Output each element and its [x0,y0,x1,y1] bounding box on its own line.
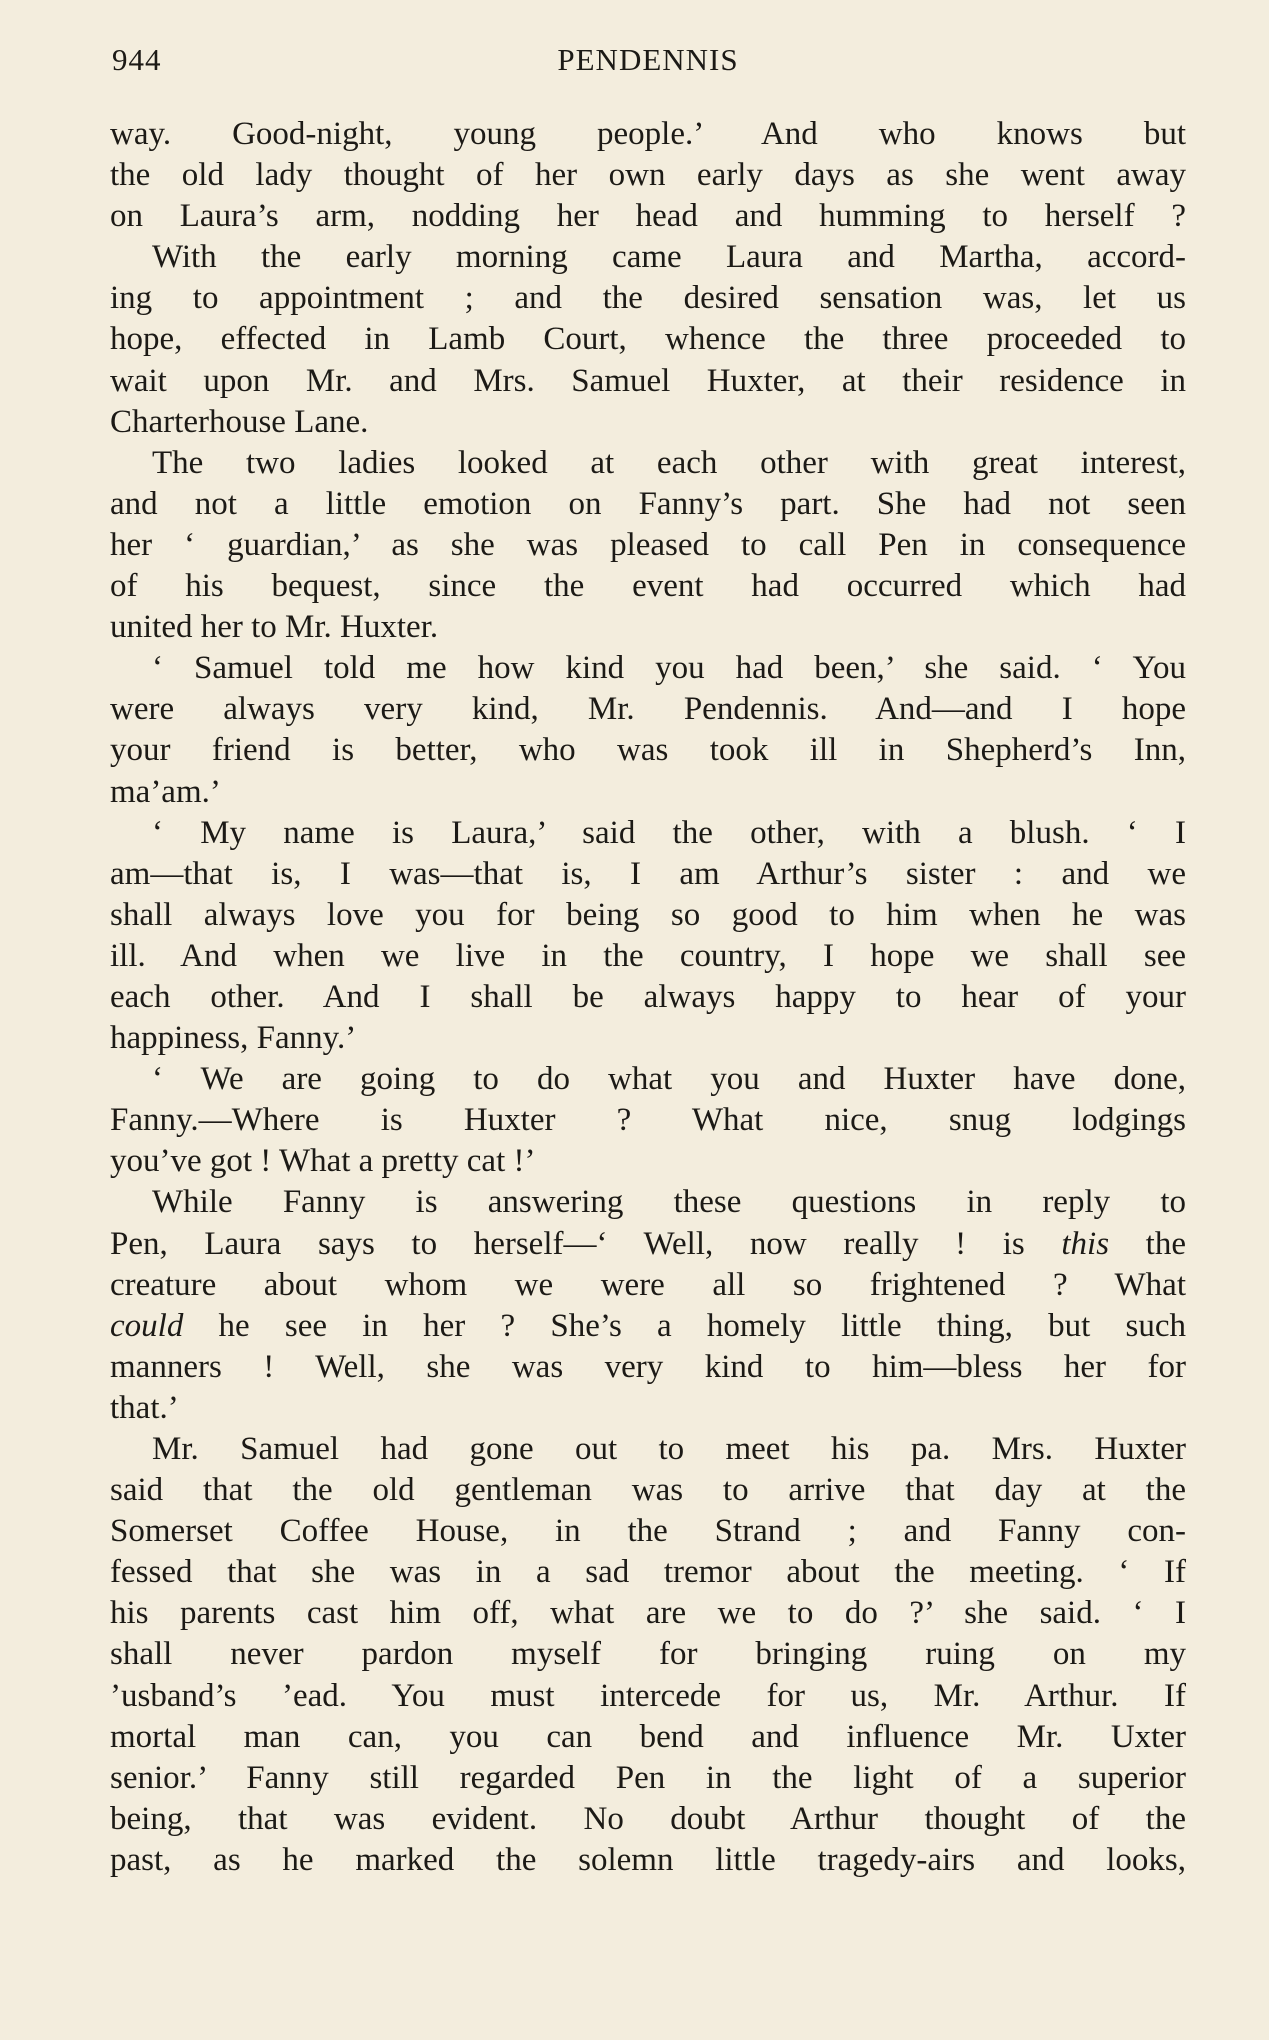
text-line: Mr. Samuel had gone out to meet his pa. Mrs. Huxter [152,1431,1186,1467]
text-line: While Fanny is answering these questions in reply to [152,1184,1186,1221]
text-line: the old lady thought of her own early days as she went away [110,157,1186,194]
text-line: Fanny.—Where is Huxter ? What nice, snug lodgings [110,1102,1186,1139]
page-header [112,36,1184,80]
text-line: ma’am.’ [110,773,221,810]
text-line: ill. And when we live in the country, I hope we shall see [110,937,1186,974]
text-line: With the early morning came Laura and Martha, accord- [152,239,1186,276]
emphasis-word: could [110,1307,184,1344]
text-line: of his bequest, since the event had occurred which had [110,568,1186,605]
text-line: shall always love you for being so good to him when he was [110,896,1186,933]
text-line: you’ve got ! What a pretty cat !’ [110,1143,536,1180]
text-line: his parents cast him off, what are we to do ?’ she said. ‘ I [110,1595,1186,1632]
text-line: said that the old gentleman was to arrive that day at the [110,1472,1186,1509]
text-line [110,1224,1186,1265]
text-line: mortal man can, you can bend and influence Mr. Uxter [110,1718,1186,1755]
text-line: way. Good-night, young people.’ And who knows but [110,116,1186,152]
text-line: being, that was evident. No doubt Arthur thought of the [110,1800,1186,1837]
text-line: each other. And I shall be always happy to hear of your [110,978,1186,1015]
text-line: ‘ We are going to do what you and Huxter have done, [152,1061,1186,1098]
text-line: and not a little emotion on Fanny’s part. She had not seen [110,485,1186,522]
text-segment: he see in her ? She’s a homely little thing, but such [183,1307,1186,1344]
text-line: fessed that she was in a sad tremor about the meeting. ‘ If [110,1554,1186,1591]
text-line: ‘ Samuel told me how kind you had been,’ she said. ‘ You [152,650,1186,687]
text-line: ’usband’s ’ead. You must intercede for us, Mr. Arthur. If [110,1677,1186,1714]
text-line: were always very kind, Mr. Pendennis. And—and I hope [110,691,1186,728]
emphasis-word: this [1061,1225,1110,1262]
text-segment: the [1109,1225,1186,1262]
text-line: on Laura’s arm, nodding her head and humming to herself ? [110,198,1186,235]
text-line: senior.’ Fanny still regarded Pen in the light of a superior [110,1759,1186,1796]
body-text [110,114,1186,1881]
text-line: happiness, Fanny.’ [110,1020,357,1057]
text-line: past, as he marked the solemn little tragedy-airs and looks, [110,1841,1186,1878]
text-line: your friend is better, who was took ill in Shepherd’s Inn, [110,732,1186,769]
text-line: united her to Mr. Huxter. [110,609,439,646]
text-line: The two ladies looked at each other with great interest, [152,444,1186,481]
text-line: Somerset Coffee House, in the Strand ; and Fanny con- [110,1513,1186,1550]
text-line: Charterhouse Lane. [110,403,369,440]
text-line: manners ! Well, she was very kind to him—bless her for [110,1348,1186,1385]
page-number: 944 [112,42,162,77]
text-line: ‘ My name is Laura,’ said the other, with a blush. ‘ I [152,814,1186,851]
text-line: shall never pardon myself for bringing ruing on my [110,1636,1186,1673]
text-line: wait upon Mr. and Mrs. Samuel Huxter, at their residence in [110,362,1186,399]
text-line: ing to appointment ; and the desired sensation was, let us [110,280,1186,317]
running-title: PENDENNIS [557,42,739,77]
text-line: hope, effected in Lamb Court, whence the three proceeded to [110,321,1186,358]
text-line: her ‘ guardian,’ as she was pleased to call Pen in consequence [110,526,1186,563]
text-line: that.’ [110,1389,179,1426]
text-segment: Pen, Laura says to herself—‘ Well, now really ! is [110,1225,1062,1262]
text-line: creature about whom we were all so frightened ? What [110,1266,1186,1303]
text-line [110,1306,1186,1347]
text-line: am—that is, I was—that is, I am Arthur’s sister : and we [110,855,1186,892]
